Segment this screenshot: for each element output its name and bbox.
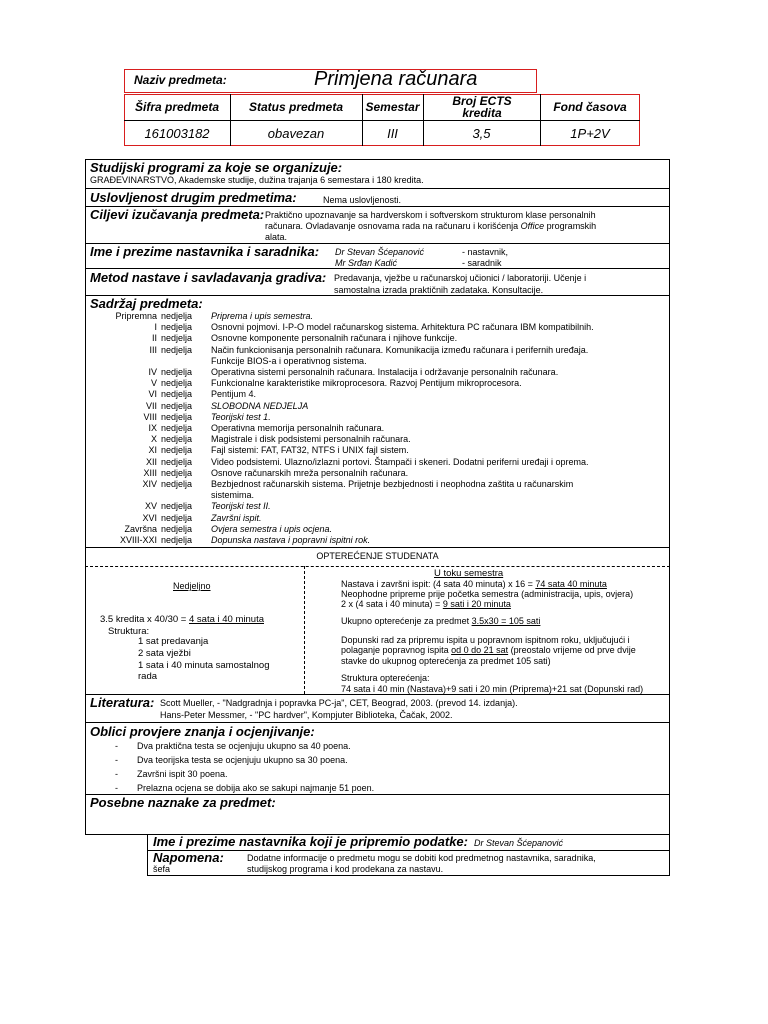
week-content: Teorijski test II. [211, 501, 271, 512]
week-label: nedjelja [161, 367, 193, 377]
week-content-cont: Funkcije BIOS-a i operativnog sistema. [211, 355, 367, 366]
week-number: III [149, 344, 157, 355]
week-label: nedjelja [161, 423, 193, 433]
week-label: nedjelja [161, 456, 193, 467]
course-name-label: Naziv predmeta: [134, 73, 227, 87]
uslovljenost-title: Uslovljenost drugim predmetima: [90, 190, 297, 205]
ciljevi-line3: alata. [265, 232, 288, 242]
ciljevi-line1: Praktično upoznavanje sa hardverskom i softverskom strukturom klase personalnih [265, 210, 596, 220]
week-content: Magistrale i disk podsistemi personalnih računara. [211, 434, 411, 445]
oblici-item4: Prelazna ocjena se dobija ako se sakupi najmanje 51 poen. [137, 783, 375, 793]
week-label: nedjelja [161, 479, 193, 489]
literatura-line2: Hans-Peter Messmer, - "PC hardver", Kompjuter Biblioteka, Čačak, 2002. [160, 710, 453, 720]
week-label: nedjelja [161, 501, 193, 512]
week-label: nedjelja [161, 311, 193, 321]
col-semestar: Semestar [365, 100, 420, 114]
col-ects: Broj ECTS kredita [452, 94, 512, 120]
week-number: Završna [124, 523, 157, 534]
studijski-title: Studijski programi za koje se organizuje: [90, 160, 343, 175]
literatura-title: Literatura: [90, 695, 155, 710]
week-content: Priprema i upis semestra. [211, 311, 314, 321]
sadrzaj-title: Sadržaj predmeta: [90, 296, 203, 311]
sem-line6: polaganje popravnog ispita od 0 do 21 sat (preostalo vrijeme od prve dvije [341, 645, 636, 655]
sem-line5: Dopunski rad za pripremu ispita u popravnom ispitnom roku, uključujući i [341, 635, 630, 645]
oblici-title: Oblici provjere znanja i ocjenjivanje: [90, 724, 315, 739]
struktura-item4: rada [138, 671, 158, 682]
oblici-item3: Završni ispit 30 poena. [137, 769, 228, 779]
week-label: nedjelja [161, 535, 193, 545]
val-status: obavezan [267, 125, 325, 141]
week-label: nedjelja [161, 389, 193, 400]
nedjeljno-calc: 3.5 kredita x 40/30 = 4 sata i 40 minuta [100, 614, 264, 625]
oblici-item1: Dva praktična testa se ocjenjuju ukupno sa 40 poena. [137, 741, 351, 751]
week-content: Funkcionalne karakteristike mikroprocesora. Razvoj Pentijum mikroprocesora. [211, 378, 522, 389]
sem-line3: 2 x (4 sata i 40 minuta) = 9 sati i 20 minuta [341, 599, 511, 609]
col-status: Status predmeta [248, 100, 344, 114]
uslovljenost-text: Nema uslovljenosti. [323, 195, 402, 205]
struktura-item2: 2 sata vježbi [138, 648, 191, 659]
sem-line8: Struktura opterećenja: [341, 673, 430, 683]
week-number: XII [145, 456, 157, 467]
week-number: V [150, 378, 157, 389]
week-number: II [151, 333, 157, 344]
week-number: XV [144, 501, 157, 512]
week-number: XI [148, 445, 157, 456]
nastavnik-title: Ime i prezime nastavnika i saradnika: [90, 244, 320, 259]
studijski-text: GRAĐEVINARSTVO, Akademske studije, dužina trajanja 6 semestara i 180 kredita. [90, 175, 424, 185]
struktura-item1: 1 sat predavanja [138, 636, 209, 647]
week-label: nedjelja [161, 467, 193, 478]
week-number: I [154, 322, 157, 333]
val-fond: 1P+2V [570, 125, 610, 141]
week-content: Osnovne komponente personalnih računara i njihove funkcije. [211, 333, 458, 344]
week-content: Bezbjednost računarskih sistema. Prijetnje bezbjednosti i neophodna zaštita u računarskim [211, 479, 574, 489]
week-label: nedjelja [161, 400, 193, 411]
week-content: Video podsistemi. Ulazno/izlazni portovi. Štampači i skeneri. Dodatni periferni uređaji i oprema. [211, 456, 589, 467]
nastavnik-name1: Dr Stevan Šćepanović [335, 247, 425, 257]
week-number: X [150, 434, 157, 445]
opterecenje-vdash [304, 566, 305, 694]
nastavnik-name2: Mr Srđan Kadić [335, 258, 398, 268]
struktura-item3: 1 sata i 40 minuta samostalnog [138, 660, 270, 671]
sem-line1: Nastava i završni ispit: (4 sata 40 minuta) x 16 = 74 sata 40 minuta [341, 579, 607, 589]
ciljevi-title: Ciljevi izučavanja predmeta: [90, 207, 265, 222]
sem-line2: Neophodne pripreme prije početka semestra (administracija, upis, ovjera) [341, 589, 634, 599]
sem-line9: 74 sata i 40 min (Nastava)+9 sati i 20 min (Priprema)+21 sat (Dopunski rad) [341, 684, 644, 694]
nedjeljno-title: Nedjeljno [173, 581, 211, 591]
week-number: XIV [142, 479, 157, 489]
week-content: Osnove računarskih mreža personalnih računara. [211, 467, 409, 478]
week-label: nedjelja [161, 523, 193, 534]
week-label: nedjelja [161, 322, 193, 333]
oblici-dash2: - [115, 755, 118, 765]
metod-title: Metod nastave i savladavanja gradiva: [90, 270, 327, 285]
val-semestar: III [387, 125, 398, 141]
col-fond: Fond časova [553, 100, 627, 114]
pripremio-title: Ime i prezime nastavnika koji je pripremio podatke: [153, 834, 468, 849]
week-number: IX [148, 423, 157, 433]
week-content: Završni ispit. [211, 512, 262, 523]
oblici-dash3: - [115, 769, 118, 779]
week-content: Pentijum 4. [211, 389, 257, 400]
sem-line4: Ukupno opterećenje za predmet 3.5x30 = 105 sati [341, 616, 541, 626]
week-number: XVIII-XXI [119, 535, 157, 545]
metod-line2: samostalna izrada praktičnih zadataka. Konsultacije. [334, 285, 544, 295]
week-label: nedjelja [161, 445, 193, 456]
week-number: XIII [143, 467, 157, 478]
col-sifra: Šifra predmeta [134, 100, 220, 114]
week-content: Operativna memorija personalnih računara. [211, 423, 385, 433]
course-name-value: Primjena računara [314, 68, 478, 90]
napomena-title: Napomena: [153, 850, 224, 865]
week-content: Osnovni pojmovi. I-P-O model računarskog sistema. Arhitektura PC računara IBM kompatibilnih. [211, 322, 594, 333]
oblici-dash4: - [115, 783, 118, 793]
week-number: VI [148, 389, 157, 400]
week-number: VIII [143, 411, 157, 422]
opterecenje-dashed [85, 566, 670, 567]
posebne-title: Posebne naznake za predmet: [90, 795, 276, 810]
week-label: nedjelja [161, 344, 193, 355]
week-content: SLOBODNA NEDJELJA [211, 400, 309, 411]
week-number: VII [145, 400, 157, 411]
week-label: nedjelja [161, 512, 193, 523]
week-number: Pripremna [115, 311, 157, 321]
metod-line1: Predavanja, vježbe u računarskoj učionici / laboratoriji. Učenje i [334, 273, 587, 283]
napomena-line2a: šefa [153, 864, 171, 874]
week-label: nedjelja [161, 434, 193, 445]
nastavnik-role1: - nastavnik, [462, 247, 509, 257]
week-content: Ovjera semestra i upis ocjena. [211, 523, 333, 534]
struktura-label: Struktura: [108, 626, 150, 637]
val-ects: 3,5 [472, 125, 491, 141]
week-label: nedjelja [161, 378, 193, 389]
week-number: XVI [142, 512, 157, 523]
napomena-line2b: studijskog programa i kod prodekana za nastavu. [247, 864, 444, 874]
week-number: IV [148, 367, 157, 377]
opterecenje-title: OPTEREĆENJE STUDENATA [316, 551, 439, 561]
week-content: Operativna sistemi personalnih računara. Instalacija i održavanje personalnih računara. [211, 367, 559, 377]
semestar-title: U toku semestra [434, 568, 504, 579]
pripremio-name: Dr Stevan Šćepanović [474, 838, 564, 848]
napomena-line1: Dodatne informacije o predmetu mogu se dobiti kod predmetnog nastavnika, saradnika, [247, 853, 596, 863]
week-content-cont: sistemima. [211, 490, 255, 501]
nastavnik-role2: - saradnik [462, 258, 502, 268]
sem-line7: stavke do ukupnog opterećenja za predmet 105 sati) [341, 656, 551, 666]
week-content: Dopunska nastava i popravni ispitni rok. [211, 535, 371, 545]
week-content: Način funkcionisanja personalnih računara. Komunikacija između računara i perifernih uređaja. [211, 344, 589, 355]
oblici-item2: Dva teorijska testa se ocjenjuju ukupno sa 30 poena. [137, 755, 348, 765]
val-sifra: 161003182 [144, 125, 210, 141]
week-content: Fajl sistemi: FAT, FAT32, NTFS i UNIX fajl sistem. [211, 445, 409, 456]
week-label: nedjelja [161, 411, 193, 422]
literatura-line1: Scott Mueller, - "Nadgradnja i popravka PC-ja", CET, Beograd, 2003. (prevod 14. izdanja). [160, 698, 518, 708]
week-content: Teorijski test 1. [211, 411, 271, 422]
ciljevi-line2: računara. Ovladavanje osnovama rada na računaru i korišćenja Office programskih [265, 221, 597, 231]
week-label: nedjelja [161, 333, 193, 344]
oblici-dash1: - [115, 741, 118, 751]
